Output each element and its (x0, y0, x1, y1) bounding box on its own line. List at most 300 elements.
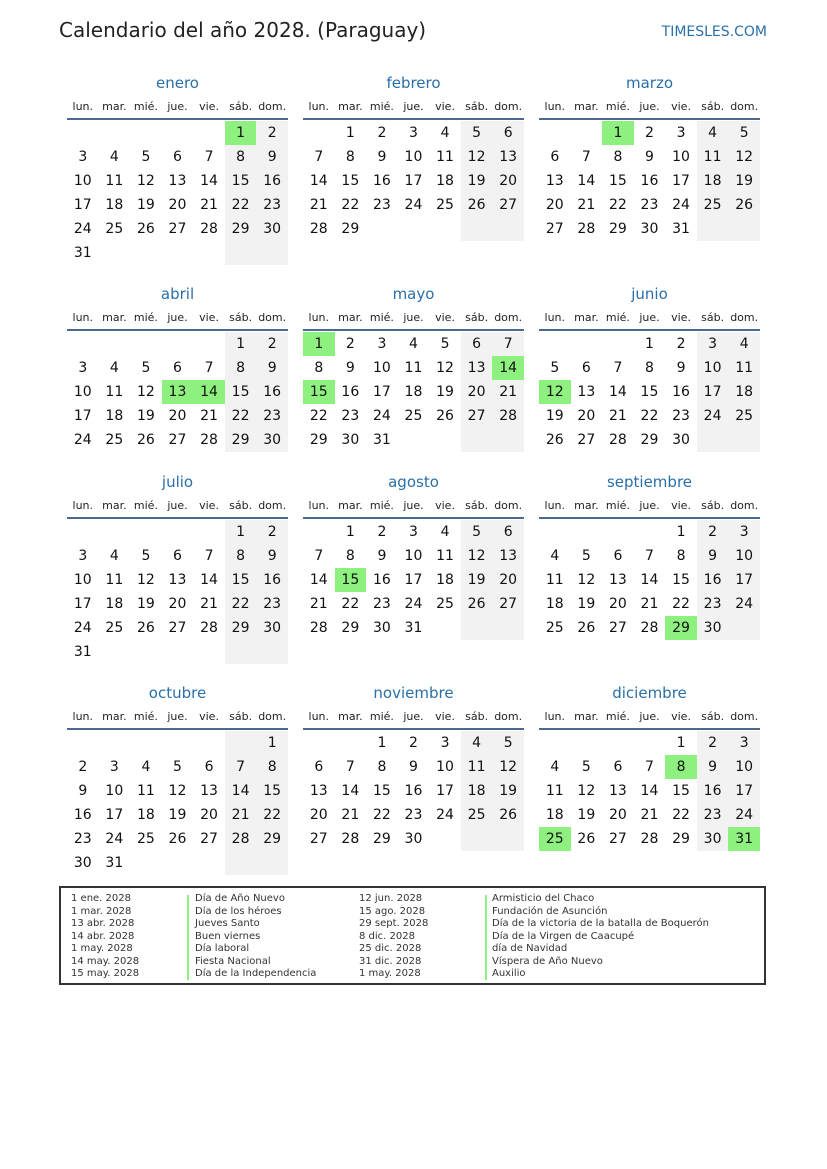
weekday-label: lun. (308, 311, 330, 324)
day-cell: 6 (173, 149, 182, 165)
day-cell: 4 (697, 121, 729, 145)
weekday-label: lun. (544, 100, 566, 113)
day-cell: 2 (645, 125, 654, 141)
day-cell: 20 (461, 380, 493, 404)
day-cell: 17 (73, 408, 92, 424)
day-cell: 15 (372, 783, 391, 799)
month-septiembre (539, 469, 760, 640)
day-cell: 29 (256, 827, 288, 851)
day-cell: 18 (404, 384, 423, 400)
day-cell: 17 (728, 568, 760, 592)
day-cell: 22 (341, 596, 360, 612)
day-cell: 2 (256, 332, 288, 356)
day-cell: 26 (461, 193, 493, 217)
day-cell: 31 (404, 620, 423, 636)
day-cell: 6 (461, 332, 493, 356)
day-cell: 27 (608, 620, 627, 636)
day-cell: 16 (697, 779, 729, 803)
day-cell: 13 (577, 384, 596, 400)
day-cell: 30 (256, 217, 288, 241)
day-cell: 20 (309, 807, 328, 823)
day-cell: 21 (225, 803, 257, 827)
day-cell: 30 (697, 827, 729, 851)
weekday-label: jue. (639, 100, 660, 113)
holiday-day-cell: 31 (728, 827, 760, 851)
empty-day-cell (162, 520, 194, 544)
empty-day-cell (130, 731, 162, 755)
weekday-label: mar. (574, 499, 599, 512)
day-cell: 22 (672, 596, 690, 612)
day-cell: 28 (200, 620, 218, 636)
legend-date: 8 dic. 2028 (359, 930, 415, 942)
day-cell: 24 (697, 404, 729, 428)
day-cell: 10 (404, 548, 423, 564)
day-cell: 4 (728, 332, 760, 356)
day-cell: 7 (613, 360, 623, 376)
weekday-label: jue. (167, 100, 188, 113)
day-cell: 25 (697, 193, 729, 217)
day-cell: 16 (640, 173, 659, 189)
day-cell: 29 (225, 217, 257, 241)
day-cell: 23 (372, 596, 391, 612)
holiday-day-cell: 1 (602, 121, 634, 145)
weekday-label: lun. (544, 499, 566, 512)
empty-day-cell (398, 217, 430, 241)
legend-holiday-name: día de Navidad (492, 943, 568, 954)
day-cell: 30 (372, 620, 391, 636)
weekday-label: sáb. (465, 311, 489, 324)
empty-day-cell (67, 332, 99, 356)
weekday-label: dom. (730, 100, 759, 113)
day-cell: 16 (697, 568, 729, 592)
day-cell: 5 (173, 759, 182, 775)
day-cell: 26 (492, 803, 524, 827)
empty-day-cell (697, 428, 729, 452)
day-cell: 29 (608, 221, 627, 237)
legend-date: 14 abr. 2028 (71, 930, 135, 942)
day-cell: 17 (672, 173, 690, 189)
day-cell: 13 (608, 783, 627, 799)
weekday-label: lun. (72, 311, 94, 324)
weekday-label: lun. (544, 710, 566, 723)
day-cell: 21 (492, 380, 524, 404)
legend-holiday-name: Buen viernes (195, 930, 261, 942)
weekday-label: vie. (671, 499, 691, 512)
month-title: julio (161, 473, 194, 491)
legend-date: 1 may. 2028 (359, 968, 421, 979)
day-cell: 20 (168, 596, 187, 612)
empty-day-cell (193, 851, 225, 875)
day-cell: 23 (256, 404, 288, 428)
weekday-label: vie. (435, 311, 455, 324)
weekday-label: lun. (308, 499, 330, 512)
day-cell: 9 (256, 145, 288, 169)
day-cell: 7 (314, 149, 324, 165)
weekday-label: lun. (544, 311, 566, 324)
day-cell: 15 (341, 173, 360, 189)
day-cell: 13 (461, 356, 493, 380)
day-cell: 11 (728, 356, 760, 380)
day-cell: 7 (204, 548, 214, 564)
empty-day-cell (162, 640, 194, 664)
day-cell: 19 (577, 807, 596, 823)
day-cell: 15 (225, 169, 257, 193)
weekday-label: mar. (338, 499, 363, 512)
day-cell: 9 (78, 783, 88, 799)
day-cell: 30 (404, 831, 423, 847)
day-cell: 23 (372, 197, 391, 213)
day-cell: 25 (436, 596, 454, 612)
weekday-header (67, 307, 288, 331)
day-cell: 13 (545, 173, 564, 189)
day-cell: 1 (676, 524, 686, 540)
day-cell: 26 (136, 432, 155, 448)
day-cell: 6 (581, 360, 591, 376)
weekday-label: vie. (671, 710, 691, 723)
empty-day-cell (67, 121, 99, 145)
day-cell: 8 (645, 360, 654, 376)
day-cell: 27 (545, 221, 564, 237)
day-cell: 29 (341, 221, 360, 237)
day-cell: 16 (404, 783, 423, 799)
day-cell: 25 (436, 197, 454, 213)
day-cell: 22 (256, 803, 288, 827)
empty-day-cell (728, 428, 760, 452)
day-cell: 18 (545, 596, 564, 612)
day-cell: 4 (141, 759, 151, 775)
day-cell: 9 (409, 759, 418, 775)
legend-holiday-name: Auxilio (492, 968, 526, 979)
day-cell: 7 (645, 548, 654, 564)
legend-holiday-name: Jueves Santo (195, 918, 260, 929)
day-cell: 22 (225, 193, 257, 217)
day-cell: 8 (613, 149, 623, 165)
empty-day-cell (67, 520, 99, 544)
month-enero (67, 70, 288, 265)
weekday-label: sáb. (229, 311, 253, 324)
month-mayo (303, 281, 524, 452)
empty-day-cell (193, 520, 225, 544)
empty-day-cell (429, 428, 461, 452)
day-cell: 21 (200, 596, 218, 612)
day-cell: 8 (314, 360, 324, 376)
legend-holiday-name: Fiesta Nacional (195, 955, 271, 967)
day-cell: 2 (78, 759, 88, 775)
day-cell: 21 (341, 807, 360, 823)
day-grid (303, 731, 524, 851)
day-cell: 8 (377, 759, 387, 775)
day-cell: 28 (225, 827, 257, 851)
empty-day-cell (130, 520, 162, 544)
month-title: noviembre (373, 684, 454, 702)
day-cell: 11 (105, 173, 124, 189)
weekday-label: jue. (403, 100, 424, 113)
day-cell: 29 (309, 432, 328, 448)
day-cell: 25 (105, 432, 124, 448)
day-cell: 7 (204, 360, 214, 376)
day-cell: 16 (372, 173, 391, 189)
day-grid (539, 731, 760, 851)
legend-divider (485, 895, 487, 980)
weekday-label: sáb. (701, 311, 725, 324)
day-cell: 28 (200, 432, 218, 448)
day-cell: 22 (225, 592, 257, 616)
day-cell: 19 (728, 169, 760, 193)
weekday-label: sáb. (229, 710, 253, 723)
legend-names-right (492, 893, 709, 981)
day-cell: 19 (168, 807, 187, 823)
day-cell: 13 (168, 173, 187, 189)
day-cell: 8 (225, 544, 257, 568)
day-cell: 14 (309, 173, 328, 189)
day-cell: 16 (256, 568, 288, 592)
empty-day-cell (162, 851, 194, 875)
day-cell: 12 (461, 145, 493, 169)
empty-day-cell (571, 520, 603, 544)
day-cell: 29 (225, 616, 257, 640)
day-cell: 29 (225, 428, 257, 452)
day-cell: 6 (550, 149, 560, 165)
weekday-label: sáb. (465, 710, 489, 723)
day-cell: 26 (461, 592, 493, 616)
weekday-label: mié. (133, 311, 158, 324)
empty-day-cell (728, 217, 760, 241)
day-cell: 7 (314, 548, 324, 564)
day-cell: 13 (309, 783, 328, 799)
empty-day-cell (429, 827, 461, 851)
day-cell: 10 (105, 783, 124, 799)
day-cell: 25 (136, 831, 155, 847)
day-cell: 11 (545, 572, 564, 588)
day-cell: 5 (550, 360, 560, 376)
empty-day-cell (461, 827, 493, 851)
day-cell: 4 (440, 125, 450, 141)
day-cell: 30 (640, 221, 659, 237)
day-cell: 4 (109, 548, 119, 564)
day-cell: 17 (105, 807, 124, 823)
day-cell: 19 (136, 197, 155, 213)
day-cell: 10 (404, 149, 423, 165)
day-cell: 11 (105, 384, 124, 400)
day-cell: 5 (581, 759, 591, 775)
weekday-label: mié. (605, 499, 630, 512)
empty-day-cell (99, 640, 131, 664)
day-cell: 7 (492, 332, 524, 356)
day-cell: 18 (697, 169, 729, 193)
weekday-label: mié. (369, 100, 394, 113)
day-cell: 22 (640, 408, 659, 424)
day-cell: 6 (204, 759, 214, 775)
empty-day-cell (492, 827, 524, 851)
site-link[interactable]: TIMESLES.COM (661, 24, 767, 40)
weekday-label: vie. (435, 710, 455, 723)
day-cell: 8 (676, 548, 686, 564)
empty-day-cell (728, 616, 760, 640)
empty-day-cell (539, 520, 571, 544)
weekday-label: sáb. (229, 499, 253, 512)
day-cell: 8 (225, 145, 257, 169)
day-cell: 12 (492, 755, 524, 779)
month-title: junio (631, 285, 668, 303)
weekday-header (303, 706, 524, 730)
holiday-day-cell: 1 (225, 121, 257, 145)
day-cell: 21 (577, 197, 596, 213)
day-grid (539, 121, 760, 241)
day-cell: 26 (136, 221, 155, 237)
day-cell: 2 (409, 735, 418, 751)
day-cell: 2 (697, 731, 729, 755)
day-cell: 23 (256, 193, 288, 217)
day-cell: 17 (404, 173, 423, 189)
day-cell: 17 (372, 384, 391, 400)
day-cell: 20 (200, 807, 218, 823)
day-cell: 27 (492, 592, 524, 616)
day-cell: 17 (404, 572, 423, 588)
day-cell: 27 (168, 221, 187, 237)
weekday-label: sáb. (701, 710, 725, 723)
empty-day-cell (162, 731, 194, 755)
empty-day-cell (539, 121, 571, 145)
day-cell: 1 (345, 524, 355, 540)
legend-holiday-name: Víspera de Año Nuevo (492, 955, 603, 967)
day-cell: 20 (492, 169, 524, 193)
month-marzo (539, 70, 760, 241)
day-grid (539, 520, 760, 640)
day-cell: 23 (640, 197, 659, 213)
weekday-header (67, 495, 288, 519)
day-cell: 27 (577, 432, 596, 448)
day-cell: 27 (461, 404, 493, 428)
day-cell: 4 (409, 336, 418, 352)
day-cell: 20 (545, 197, 564, 213)
empty-day-cell (162, 332, 194, 356)
weekday-label: mié. (133, 710, 158, 723)
day-cell: 24 (728, 803, 760, 827)
day-cell: 28 (200, 221, 218, 237)
day-cell: 3 (728, 731, 760, 755)
empty-day-cell (461, 616, 493, 640)
day-cell: 19 (577, 596, 596, 612)
empty-day-cell (492, 428, 524, 452)
day-grid (67, 520, 288, 664)
holiday-day-cell: 13 (162, 380, 194, 404)
day-cell: 19 (492, 779, 524, 803)
day-cell: 30 (256, 428, 288, 452)
day-cell: 12 (577, 572, 596, 588)
weekday-label: jue. (639, 710, 660, 723)
day-cell: 4 (109, 149, 119, 165)
month-julio (67, 469, 288, 664)
day-cell: 13 (492, 544, 524, 568)
day-cell: 16 (341, 384, 360, 400)
legend-date: 1 mar. 2028 (71, 905, 132, 917)
day-cell: 19 (136, 408, 155, 424)
legend-date: 13 abr. 2028 (71, 918, 135, 929)
day-cell: 26 (136, 620, 155, 636)
month-noviembre (303, 680, 524, 851)
day-cell: 17 (73, 596, 92, 612)
weekday-label: sáb. (701, 499, 725, 512)
day-cell: 13 (492, 145, 524, 169)
day-cell: 3 (676, 125, 686, 141)
day-cell: 22 (672, 807, 690, 823)
empty-day-cell (225, 640, 257, 664)
day-cell: 6 (613, 548, 623, 564)
legend-date: 12 jun. 2028 (359, 893, 423, 904)
month-title: marzo (625, 74, 674, 92)
weekday-label: jue. (167, 311, 188, 324)
day-cell: 23 (697, 803, 729, 827)
day-cell: 12 (168, 783, 187, 799)
day-cell: 4 (461, 731, 493, 755)
weekday-label: vie. (435, 100, 455, 113)
day-cell: 19 (461, 568, 493, 592)
weekday-label: dom. (258, 499, 287, 512)
empty-day-cell (398, 428, 430, 452)
day-cell: 11 (136, 783, 155, 799)
day-cell: 7 (645, 759, 654, 775)
empty-day-cell (492, 217, 524, 241)
weekday-label: vie. (199, 710, 219, 723)
day-cell: 1 (225, 332, 257, 356)
day-cell: 24 (728, 592, 760, 616)
day-cell: 3 (728, 520, 760, 544)
day-cell: 20 (608, 807, 627, 823)
legend-date: 1 may. 2028 (71, 943, 133, 954)
weekday-label: sáb. (465, 499, 489, 512)
weekday-label: mié. (133, 499, 158, 512)
day-cell: 29 (640, 432, 659, 448)
day-cell: 10 (697, 356, 729, 380)
day-cell: 28 (608, 432, 627, 448)
weekday-label: mié. (369, 311, 394, 324)
day-cell: 9 (256, 544, 288, 568)
weekday-label: mié. (133, 100, 158, 113)
month-abril (67, 281, 288, 452)
day-cell: 28 (577, 221, 596, 237)
day-cell: 4 (550, 548, 560, 564)
day-cell: 11 (436, 548, 454, 564)
day-cell: 20 (577, 408, 596, 424)
empty-day-cell (335, 731, 367, 755)
weekday-label: mié. (605, 311, 630, 324)
day-cell: 24 (672, 197, 690, 213)
day-cell: 12 (136, 173, 155, 189)
weekday-label: mar. (338, 311, 363, 324)
day-cell: 24 (404, 197, 423, 213)
empty-day-cell (193, 332, 225, 356)
day-cell: 3 (409, 524, 418, 540)
day-cell: 22 (225, 404, 257, 428)
month-octubre (67, 680, 288, 875)
holiday-day-cell: 15 (335, 568, 367, 592)
weekday-label: jue. (167, 710, 188, 723)
day-cell: 10 (436, 759, 454, 775)
empty-day-cell (130, 851, 162, 875)
day-cell: 21 (200, 408, 218, 424)
empty-day-cell (571, 731, 603, 755)
day-cell: 15 (225, 568, 257, 592)
day-cell: 21 (640, 596, 659, 612)
legend-date: 31 dic. 2028 (359, 955, 422, 967)
empty-day-cell (303, 121, 335, 145)
day-grid (67, 332, 288, 452)
weekday-header (303, 495, 524, 519)
month-febrero (303, 70, 524, 241)
day-cell: 9 (645, 149, 654, 165)
day-cell: 30 (256, 616, 288, 640)
holiday-day-cell: 8 (665, 755, 697, 779)
